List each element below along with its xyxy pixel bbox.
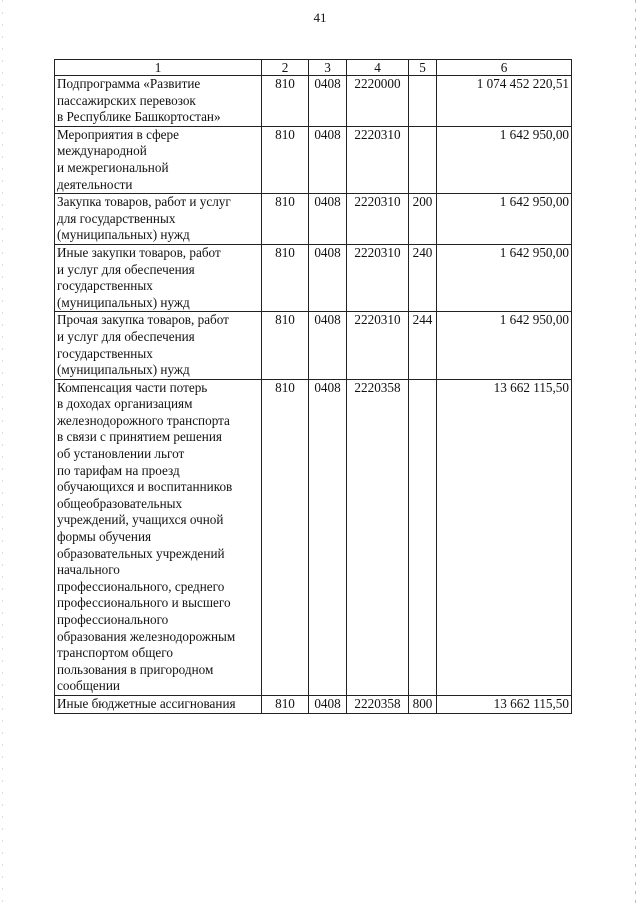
- row-amount: 1 642 950,00: [437, 126, 572, 193]
- row-admin-code: 810: [262, 76, 309, 127]
- scan-edge-left: [2, 0, 3, 905]
- row-admin-code: 810: [262, 695, 309, 713]
- header-cell-1: 1: [55, 60, 262, 76]
- row-admin-code: 810: [262, 312, 309, 379]
- row-type-code: 240: [409, 244, 437, 311]
- scan-edge-right: [635, 0, 636, 905]
- row-target-code: 2220310: [347, 126, 409, 193]
- row-type-code: 800: [409, 695, 437, 713]
- page-number: 41: [313, 10, 327, 25]
- row-admin-code: 810: [262, 379, 309, 695]
- row-amount: 1 642 950,00: [437, 244, 572, 311]
- table-row: [55, 379, 572, 695]
- row-amount: 1 642 950,00: [437, 194, 572, 245]
- row-type-code: 200: [409, 194, 437, 245]
- header-cell-2: 2: [262, 60, 309, 76]
- table-header-row: [55, 60, 572, 76]
- header-cell-4: 4: [347, 60, 409, 76]
- table-row: [55, 126, 572, 193]
- row-name: Иные закупки товаров, работ и услуг для обеспечения государственных (муниципальных) нужд: [55, 244, 262, 311]
- row-amount: 1 074 452 220,51: [437, 76, 572, 127]
- table-row: [55, 695, 572, 713]
- row-target-code: 2220358: [347, 379, 409, 695]
- table-row: [55, 244, 572, 311]
- row-amount: 1 642 950,00: [437, 312, 572, 379]
- row-type-code: [409, 379, 437, 695]
- row-amount: 13 662 115,50: [437, 695, 572, 713]
- budget-table: [54, 59, 572, 714]
- row-section-code: 0408: [309, 76, 347, 127]
- row-name: Закупка товаров, работ и услуг для государственных (муниципальных) нужд: [55, 194, 262, 245]
- table-row: [55, 194, 572, 245]
- row-type-code: 244: [409, 312, 437, 379]
- row-section-code: 0408: [309, 126, 347, 193]
- row-section-code: 0408: [309, 244, 347, 311]
- row-name: Мероприятия в сфере международной и межрегиональной деятельности: [55, 126, 262, 193]
- row-section-code: 0408: [309, 695, 347, 713]
- row-admin-code: 810: [262, 126, 309, 193]
- row-admin-code: 810: [262, 244, 309, 311]
- row-name: Компенсация части потерь в доходах организациям железнодорожного транспорта в связи с принятием решения об установлении льгот по тарифам на проезд обучающихся и воспитанников общеобразовательных учреждений, учащихся очной формы обучения образовательных учреждений начального профессионального, среднего профессионального и высшего профессионального образования железнодорожным транспортом общего пользования в пригородном сообщении: [55, 379, 262, 695]
- table-row: [55, 76, 572, 127]
- row-section-code: 0408: [309, 312, 347, 379]
- row-section-code: 0408: [309, 379, 347, 695]
- row-section-code: 0408: [309, 194, 347, 245]
- row-admin-code: 810: [262, 194, 309, 245]
- row-name: Прочая закупка товаров, работ и услуг для обеспечения государственных (муниципальных) нужд: [55, 312, 262, 379]
- header-cell-3: 3: [309, 60, 347, 76]
- table-row: [55, 312, 572, 379]
- header-cell-5: 5: [409, 60, 437, 76]
- row-target-code: 2220310: [347, 312, 409, 379]
- row-target-code: 2220000: [347, 76, 409, 127]
- row-target-code: 2220310: [347, 244, 409, 311]
- row-type-code: [409, 76, 437, 127]
- row-target-code: 2220358: [347, 695, 409, 713]
- row-name: Подпрограмма «Развитие пассажирских перевозок в Республике Башкортостан»: [55, 76, 262, 127]
- header-cell-6: 6: [437, 60, 572, 76]
- row-target-code: 2220310: [347, 194, 409, 245]
- row-name: Иные бюджетные ассигнования: [55, 695, 262, 713]
- row-amount: 13 662 115,50: [437, 379, 572, 695]
- row-type-code: [409, 126, 437, 193]
